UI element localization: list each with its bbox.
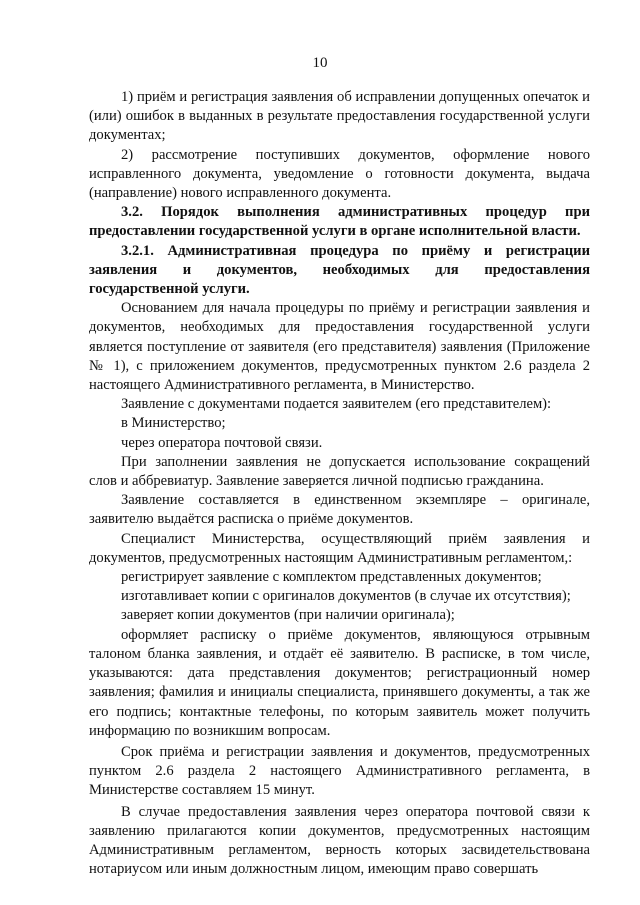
paragraph-term: Срок приёма и регистрации заявления и документов, предусмотренных пунктом 2.6 раздела 2 настоящего Административного регламента, в Министерстве составляем 15 минут. [89, 743, 590, 799]
list-item-post: через оператора почтовой связи. [121, 434, 323, 451]
section-heading-3-2-1: 3.2.1. Административная процедура по приёму и регистрации заявления и документов, необходимых для предоставления государственной услуги. [89, 242, 590, 298]
list-item-certifies: заверяет копии документов (при наличии оригинала); [121, 607, 455, 624]
paragraph-basis: Основанием для начала процедуры по приёму и регистрации заявления и документов, необходимых для предоставления государственной услуги является поступление от заявителя (его представителя) заявления (Приложение № 1), с приложением документов, предусмотренных пунктом 2.6 раздела 2 настоящего Административного регламента, в Министерство. [89, 300, 590, 394]
document-body [89, 88, 590, 879]
list-item-registers: регистрирует заявление с комплектом представленных документов; [121, 569, 542, 586]
section-heading-3-2: 3.2. Порядок выполнения административных процедур при предоставлении государственной услуги в органе исполнительной власти. [89, 204, 590, 240]
paragraph-submission: Заявление с документами подается заявителем (его представителем): [121, 396, 552, 413]
list-item-copies: изготавливает копии с оригиналов документов (в случае их отсутствия); [121, 588, 571, 605]
paragraph-item-1: 1) приём и регистрация заявления об исправлении допущенных опечаток и (или) ошибок в выданных в результате предоставления государственной услуги документах; [89, 89, 590, 144]
page-number: 10 [312, 55, 328, 71]
list-item-receipt: оформляет расписку о приёме документов, являющуюся отрывным талоном бланка заявления, и отдаёт её заявителю. В расписке, в том числе, указываются: дата представления документов; регистрационный номер заявления; фамилия и инициалы специалиста, принявшего документы, а так же его подпись; контактные телефоны, по которым заявитель может получить информацию по возникшим вопросам. [89, 626, 590, 739]
paragraph-item-2: 2) рассмотрение поступивших документов, оформление нового исправленного документа, уведомление о готовности документа, выдача (направление) нового исправленного документа. [89, 146, 590, 202]
paragraph-postal: В случае предоставления заявления через оператора почтовой связи к заявлению прилагаются копии документов, предусмотренных настоящим Административным регламентом, верность которых засвидетельствована нотариусом или иным должностным лицом, имеющим право совершать [89, 803, 590, 878]
list-item-ministry: в Министерство; [121, 415, 226, 432]
paragraph-specialist: Специалист Министерства, осуществляющий приём заявления и документов, предусмотренных настоящим Административным регламентом,: [89, 530, 590, 566]
paragraph-single-copy: Заявление составляется в единственном экземпляре – оригинале, заявителю выдаётся расписка о приёме документов. [89, 492, 590, 528]
paragraph-filling: При заполнении заявления не допускается использование сокращений слов и аббревиатур. Заявление заверяется личной подписью гражданина. [89, 453, 590, 490]
